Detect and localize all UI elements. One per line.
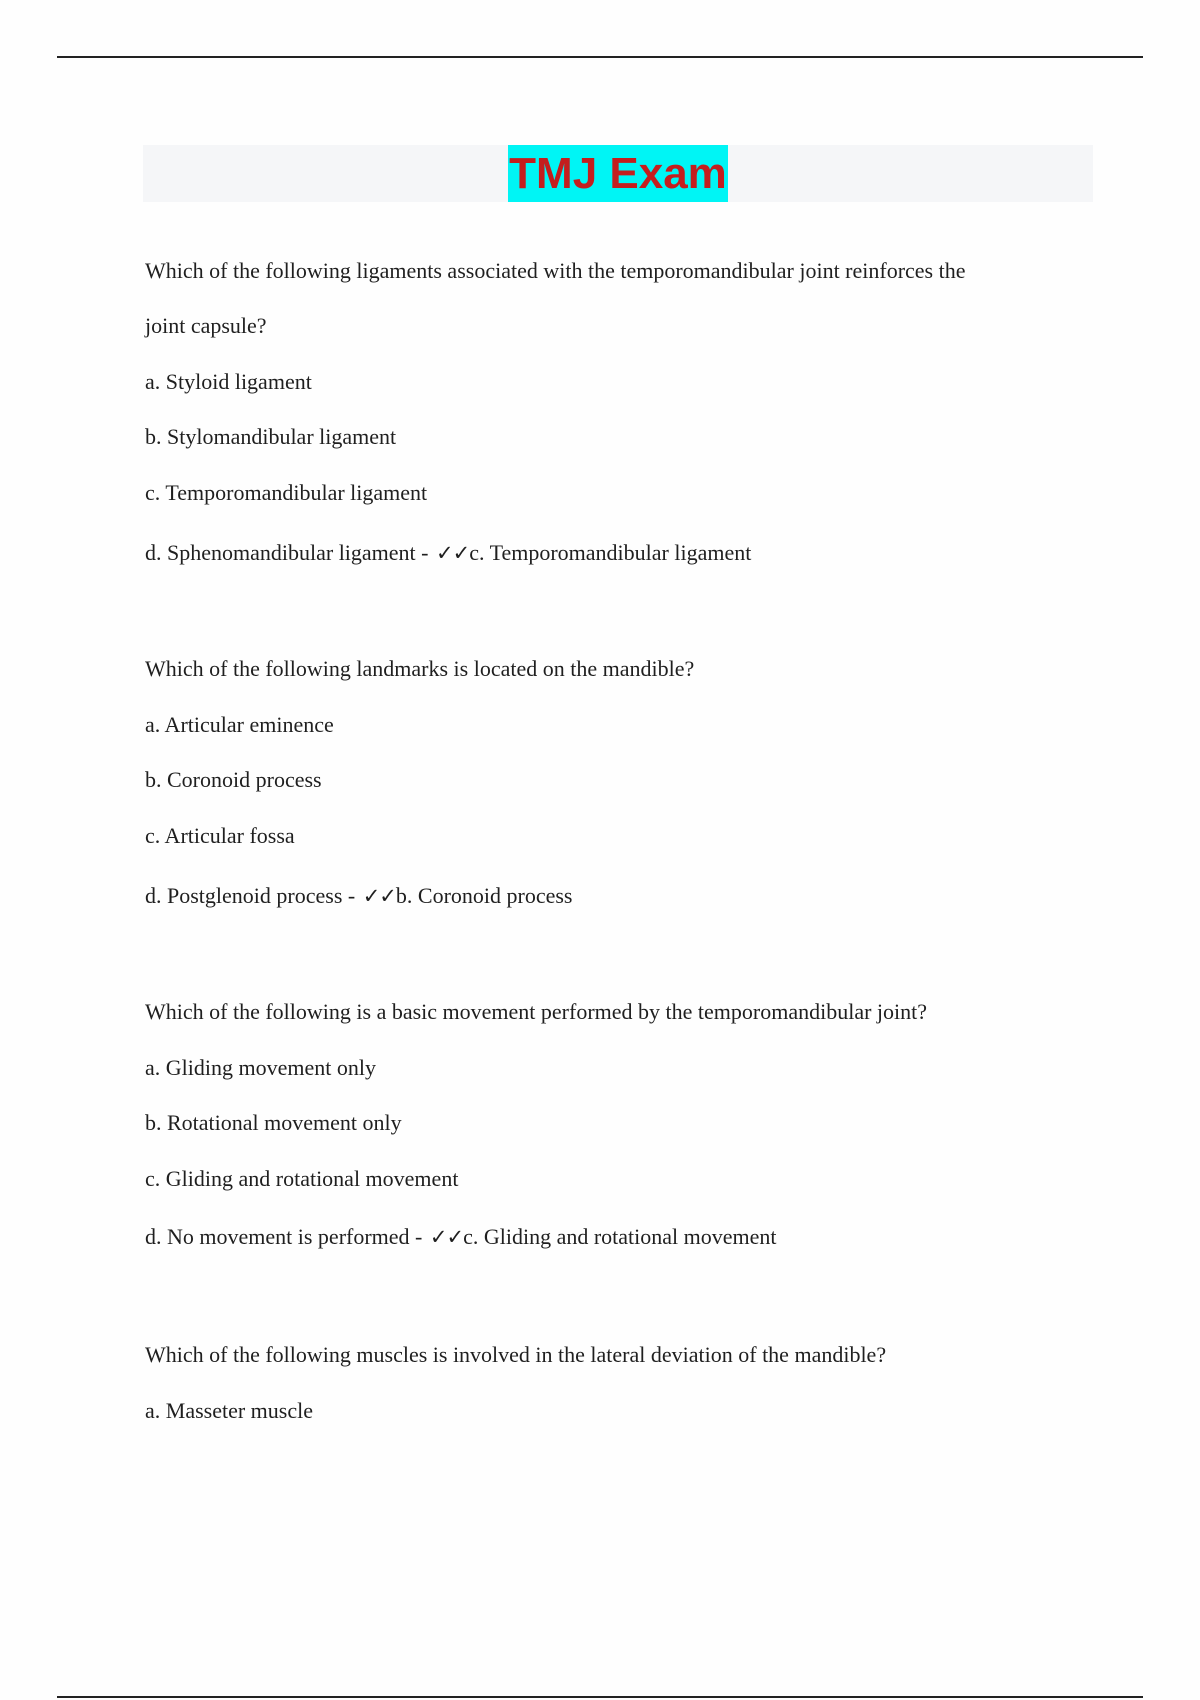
question-1-option-d: d. Sphenomandibular ligament - bbox=[145, 540, 429, 565]
question-2-option-d: d. Postglenoid process - bbox=[145, 883, 356, 908]
question-1-option-a: a. Styloid ligament bbox=[145, 369, 312, 394]
question-2-stem-line-1: Which of the following landmarks is located on the mandible? bbox=[145, 656, 695, 681]
question-2-option-a: a. Articular eminence bbox=[145, 712, 334, 737]
question-3-stem-line-1: Which of the following is a basic movement performed by the temporomandibular joint? bbox=[145, 999, 928, 1024]
page-title: TMJ Exam bbox=[508, 145, 728, 202]
question-4-option-a: a. Masseter muscle bbox=[145, 1398, 313, 1423]
question-2-option-d-with-answer bbox=[145, 881, 573, 911]
question-1-stem-line-1: Which of the following ligaments associated with the temporomandibular joint reinforces the bbox=[145, 258, 966, 283]
question-2-option-c: c. Articular fossa bbox=[145, 823, 295, 848]
question-2-answer: b. Coronoid process bbox=[395, 883, 573, 908]
question-2-option-b: b. Coronoid process bbox=[145, 767, 322, 792]
question-1-option-d-with-answer bbox=[145, 538, 751, 568]
question-1-option-c: c. Temporomandibular ligament bbox=[145, 480, 428, 505]
question-4-stem-line-1: Which of the following muscles is involved in the lateral deviation of the mandible? bbox=[145, 1342, 887, 1367]
title-band bbox=[143, 145, 1093, 202]
question-1-option-b: b. Stylomandibular ligament bbox=[145, 424, 397, 449]
question-3-answer: c. Gliding and rotational movement bbox=[463, 1224, 777, 1249]
top-rule bbox=[57, 56, 1143, 58]
question-3-option-c: c. Gliding and rotational movement bbox=[145, 1166, 459, 1191]
question-3-option-a: a. Gliding movement only bbox=[145, 1055, 376, 1080]
checkmark-icon: ✓✓ bbox=[429, 1225, 464, 1249]
question-3-option-d: d. No movement is performed - bbox=[145, 1224, 423, 1249]
checkmark-icon: ✓✓ bbox=[362, 884, 396, 908]
checkmark-icon: ✓✓ bbox=[436, 541, 470, 565]
question-1-answer: c. Temporomandibular ligament bbox=[469, 540, 752, 565]
question-3-option-b: b. Rotational movement only bbox=[145, 1110, 402, 1135]
question-3-option-d-with-answer bbox=[145, 1222, 777, 1252]
bottom-rule bbox=[57, 1696, 1143, 1698]
question-1-stem-line-2: joint capsule? bbox=[145, 313, 267, 338]
